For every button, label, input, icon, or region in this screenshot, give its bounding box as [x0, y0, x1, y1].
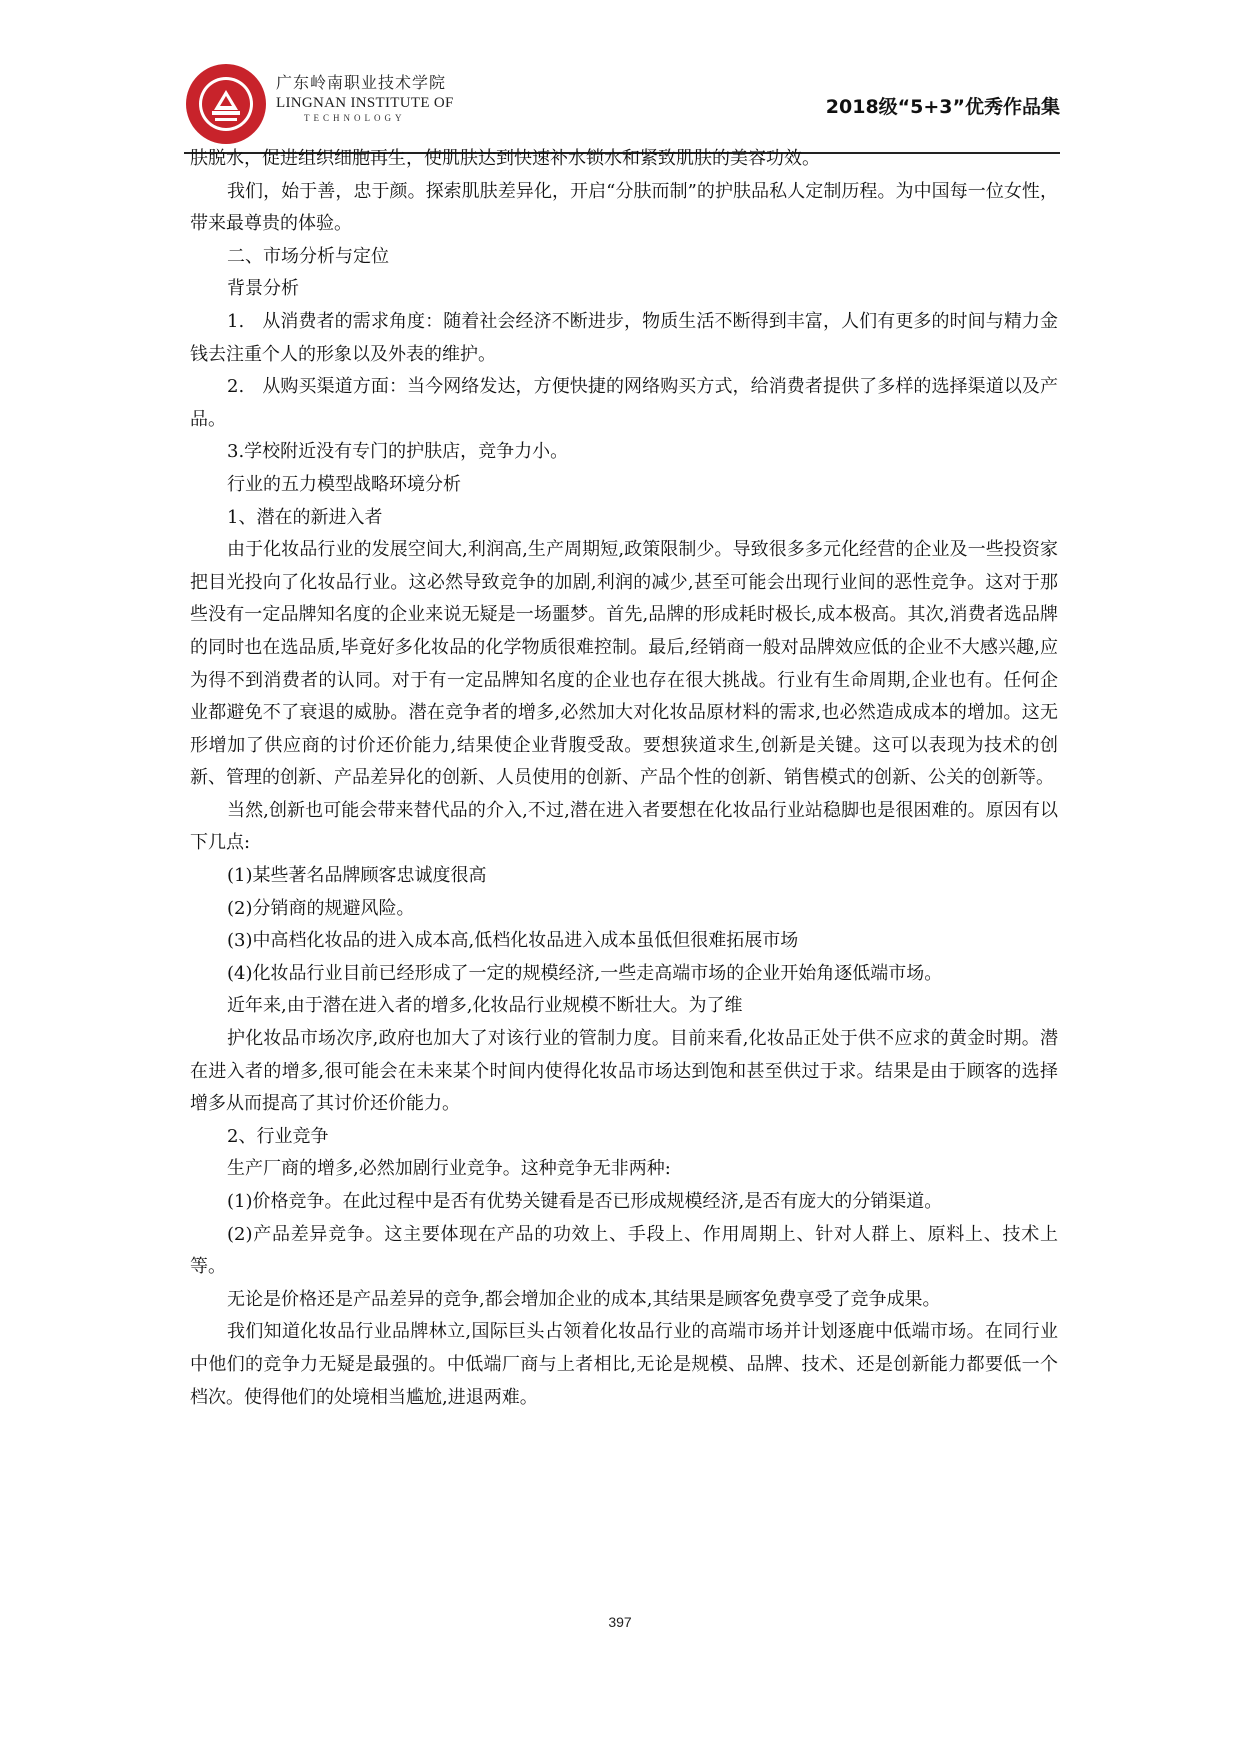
- institute-name-cn: 广东岭南职业技术学院: [276, 73, 447, 92]
- list-item: 3.学校附近没有专门的护肤店，竞争力小。: [227, 441, 569, 463]
- institute-name-en-line2: TECHNOLOGY: [304, 113, 406, 123]
- paragraph: 当然,创新也可能会带来替代品的介入,不过,潜在进入者要想在化妆品行业站稳脚也是很困难的。原因有以下几点:: [190, 799, 1058, 854]
- page-header: [184, 56, 1060, 156]
- subsection-heading: 行业的五力模型战略环境分析: [227, 473, 461, 495]
- section-heading: 二、市场分析与定位: [227, 245, 389, 267]
- list-item: (1)价格竞争。在此过程中是否有优势关键看是否已形成规模经济,是否有庞大的分销渠道。: [227, 1191, 943, 1212]
- paragraph: 护化妆品市场次序,政府也加大了对该行业的管制力度。目前来看,化妆品正处于供不应求的黄金时期。潜在进入者的增多,很可能会在未来某个时间内使得化妆品市场达到饱和甚至供过于求。结果是由于顾客的选择增多从而提高了其讨价还价能力。: [190, 1028, 1058, 1115]
- institute-name-en: LINGNAN INSTITUTE OF: [276, 95, 454, 111]
- paragraph: 肤脱水，促进组织细胞再生，使肌肤达到快速补水锁水和紧致肌肤的美容功效。: [190, 148, 820, 169]
- subsection-heading: 背景分析: [227, 278, 299, 300]
- paragraph: 我们知道化妆品行业品牌林立,国际巨头占领着化妆品行业的高端市场并计划逐鹿中低端市场。在同行业中他们的竞争力无疑是最强的。中低端厂商与上者相比,无论是规模、品牌、技术、还是创新能力都要低一个档次。使得他们的处境相当尴尬,进退两难。: [190, 1321, 1058, 1408]
- paragraph: 我们，始于善，忠于颜。探索肌肤差异化，开启“分肤而制”的护肤品私人定制历程。为中国每一位女性，带来最尊贵的体验。: [190, 180, 1058, 235]
- list-item: 2. 从购买渠道方面：当今网络发达，方便快捷的网络购买方式，给消费者提供了多样的选择渠道以及产品。: [190, 376, 1058, 430]
- paragraph: 由于化妆品行业的发展空间大,利润高,生产周期短,政策限制少。导致很多多元化经营的企业及一些投资家把目光投向了化妆品行业。这必然导致竞争的加剧,利润的减少,甚至可能会出现行业间的恶性竞争。这对于那些没有一定品牌知名度的企业来说无疑是一场噩梦。首先,品牌的形成耗时极长,成本极高。其次,消费者选品牌的同时也在选品质,毕竟好多化妆品的化学物质很难控制。最后,经销商一般对品牌效应低的企业不大感兴趣,应为得不到消费者的认同。对于有一定品牌知名度的企业也存在很大挑战。行业有生命周期,企业也有。任何企业都避免不了衰退的威胁。潜在竞争者的增多,必然加大对化妆品原材料的需求,也必然造成成本的增加。这无形增加了供应商的讨价还价能力,结果使企业背腹受敌。要想狭道求生,创新是关键。这可以表现为技术的创新、管理的创新、产品差异化的创新、人员使用的创新、产品个性的创新、销售模式的创新、公关的创新等。: [190, 539, 1058, 789]
- institute-logo: [184, 62, 268, 146]
- institute-name: [276, 70, 454, 123]
- subsection-heading: 1、潜在的新进入者: [227, 506, 383, 528]
- list-item: (3)中高档化妆品的进入成本高,低档化妆品进入成本虽低但很难拓展市场: [227, 930, 799, 952]
- page-number: 397: [608, 1614, 632, 1630]
- body-text: [190, 143, 1058, 1414]
- series-title: 2018级“5+3”优秀作品集: [825, 96, 1060, 118]
- list-item: (4)化妆品行业目前已经形成了一定的规模经济,一些走高端市场的企业开始角逐低端市场。: [227, 962, 943, 984]
- paragraph: 近年来,由于潜在进入者的增多,化妆品行业规模不断壮大。为了维: [227, 995, 743, 1017]
- paragraph: 生产厂商的增多,必然加剧行业竞争。这种竞争无非两种:: [227, 1158, 671, 1180]
- list-item: (2)产品差异竞争。这主要体现在产品的功效上、手段上、作用周期上、针对人群上、原料上、技术上等。: [190, 1223, 1058, 1278]
- list-item: 1. 从消费者的需求角度：随着社会经济不断进步，物质生活不断得到丰富，人们有更多的时间与精力金钱去注重个人的形象以及外表的维护。: [190, 310, 1058, 365]
- paragraph: 无论是价格还是产品差异的竞争,都会增加企业的成本,其结果是顾客免费享受了竞争成果。: [227, 1288, 941, 1310]
- subsection-heading: 2、行业竞争: [227, 1125, 329, 1147]
- list-item: (2)分销商的规避风险。: [227, 897, 415, 919]
- list-item: (1)某些著名品牌顾客忠诚度很高: [227, 865, 487, 887]
